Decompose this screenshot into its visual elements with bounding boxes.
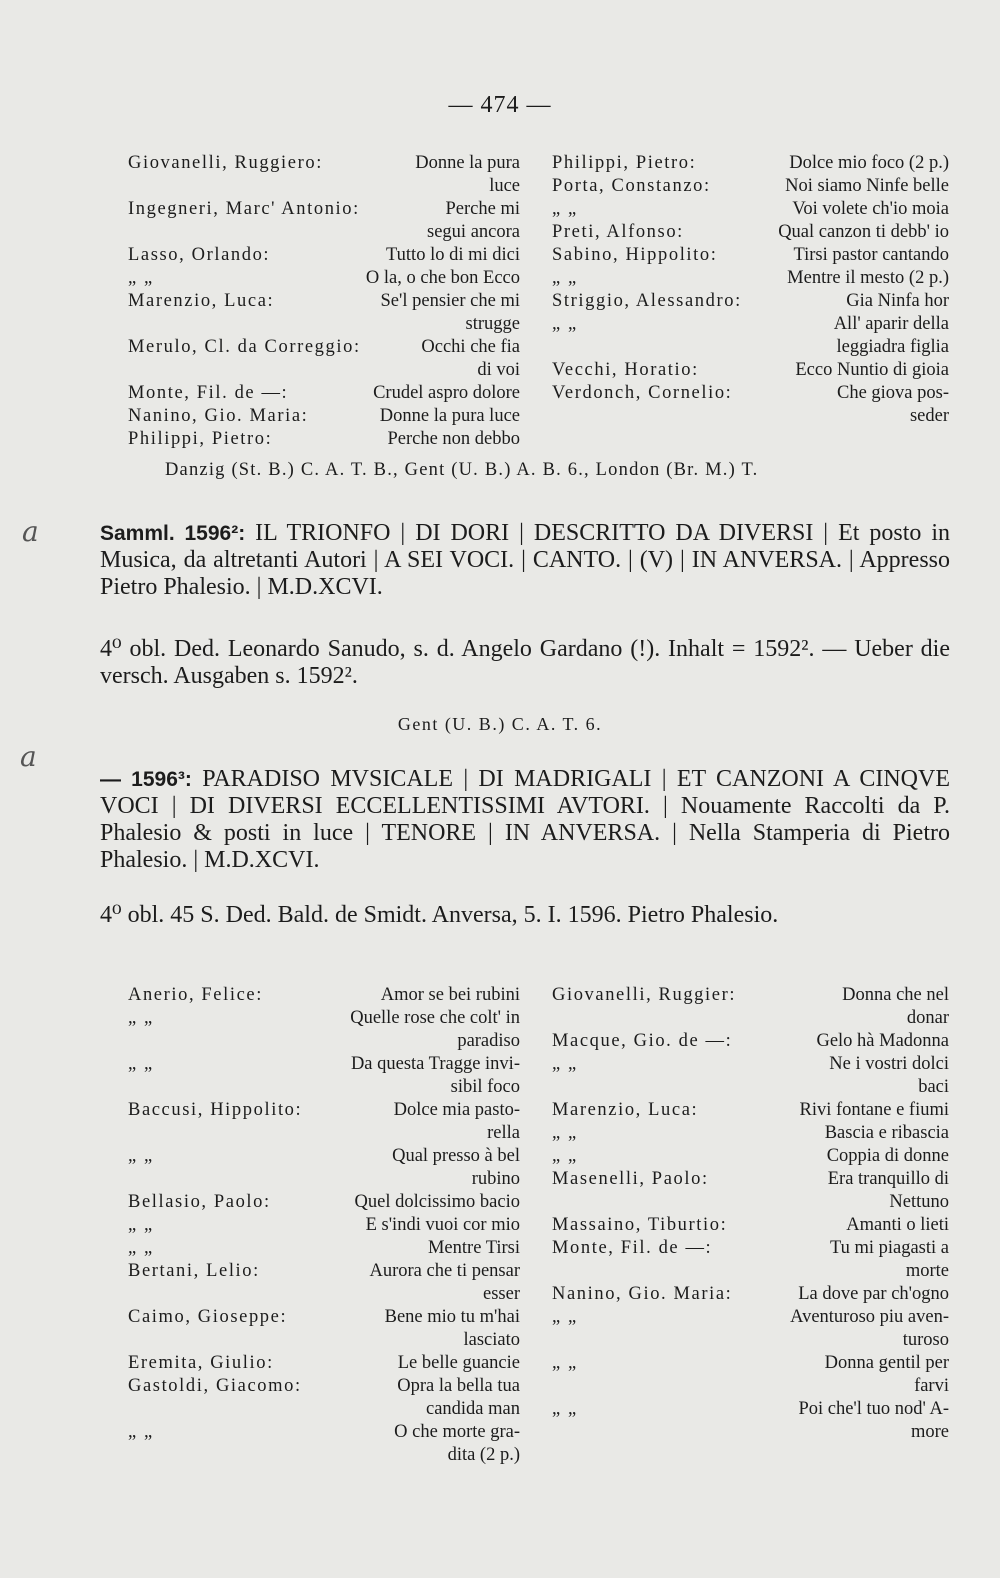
contents-entry xyxy=(552,1306,949,1329)
contents-entry xyxy=(552,244,949,267)
piece-title-continuation: lasciato xyxy=(463,1330,520,1350)
composer-name: Giovanelli, Ruggier: xyxy=(552,985,737,1005)
piece-title: Donne la pura luce xyxy=(379,406,520,426)
piece-title: Quel dolcissimo bacio xyxy=(354,1192,520,1212)
piece-title: Le belle guancie xyxy=(397,1353,520,1373)
page-number: — 474 — xyxy=(448,92,552,118)
composer-name: Merulo, Cl. da Correggio: xyxy=(128,337,361,357)
piece-title: Voi volete ch'io moia xyxy=(792,199,949,219)
contents-entry xyxy=(128,1375,520,1398)
composer-name: „ „ xyxy=(552,314,578,334)
composer-name: Porta, Constanzo: xyxy=(552,176,711,196)
piece-title-continuation: baci xyxy=(918,1077,949,1097)
composer-name: Giovanelli, Ruggiero: xyxy=(128,153,323,173)
piece-title-continuation: rella xyxy=(487,1123,520,1143)
piece-title: Rivi fontane e fiumi xyxy=(799,1100,949,1120)
composer-name: Nanino, Gio. Maria: xyxy=(552,1284,733,1304)
piece-title: Dolce mio foco (2 p.) xyxy=(789,153,949,173)
piece-title-continuation: di voi xyxy=(477,360,520,380)
piece-title: Ne i vostri dolci xyxy=(829,1054,949,1074)
contents-entry xyxy=(552,1398,949,1421)
composer-name: Gastoldi, Giacomo: xyxy=(128,1376,302,1396)
piece-title: Donna gentil per xyxy=(824,1353,949,1373)
piece-title: Noi siamo Ninfe belle xyxy=(785,176,949,196)
contents-entry xyxy=(552,152,949,175)
piece-title-continuation: seder xyxy=(909,406,949,426)
contents-entry xyxy=(552,1352,949,1375)
composer-name: Lasso, Orlando: xyxy=(128,245,271,265)
contents-entry xyxy=(552,1214,949,1237)
composer-name: „ „ xyxy=(128,268,154,288)
contents-entry xyxy=(552,1168,949,1191)
composer-name: Massaino, Tiburtio: xyxy=(552,1215,728,1235)
composer-name: „ „ xyxy=(552,1146,578,1166)
piece-title: Dolce mia pasto- xyxy=(393,1100,520,1120)
contents-entry xyxy=(552,984,949,1007)
piece-title: Donne la pura xyxy=(415,153,520,173)
contents-entry xyxy=(128,1053,520,1076)
piece-title-continuation: turoso xyxy=(902,1330,949,1350)
piece-title: Aventuroso piu aven- xyxy=(790,1307,949,1327)
composer-name: „ „ xyxy=(552,1054,578,1074)
piece-title: Tirsi pastor cantando xyxy=(793,245,949,265)
piece-title: O che morte gra- xyxy=(394,1422,520,1442)
piece-title: Poi che'l tuo nod' A- xyxy=(798,1399,949,1419)
contents-entry xyxy=(552,1030,949,1053)
contents-entry xyxy=(128,1352,520,1375)
contents-entry xyxy=(552,1099,949,1122)
composer-name: „ „ xyxy=(128,1215,154,1235)
composer-name: „ „ xyxy=(552,1123,578,1143)
composer-name: „ „ xyxy=(552,1307,578,1327)
contents-entry xyxy=(552,198,949,221)
contents-entry xyxy=(552,313,949,336)
contents-entry xyxy=(552,267,949,290)
piece-title: Da questa Tragge invi- xyxy=(350,1054,520,1074)
composer-name: „ „ xyxy=(552,268,578,288)
piece-title-continuation: dita (2 p.) xyxy=(447,1445,520,1465)
collection-siglum: — 1596³: xyxy=(100,768,192,791)
contents-entry xyxy=(552,1053,949,1076)
piece-title-continuation: donar xyxy=(906,1008,949,1028)
piece-title: Qual canzon ti debb' io xyxy=(778,222,949,242)
contents-list-left-1 xyxy=(128,152,520,451)
piece-title: Se'l pensier che mi xyxy=(380,291,520,311)
composer-name: Monte, Fil. de —: xyxy=(128,383,289,403)
piece-title: Occhi che fia xyxy=(421,337,520,357)
contents-entry xyxy=(128,1237,520,1260)
contents-entry xyxy=(552,1283,949,1306)
piece-title: E s'indi vuoi cor mio xyxy=(365,1215,520,1235)
composer-name: „ „ xyxy=(552,199,578,219)
composer-name: „ „ xyxy=(552,1353,578,1373)
composer-name: Philippi, Pietro: xyxy=(128,429,273,449)
piece-title: Gelo hà Madonna xyxy=(816,1031,949,1051)
composer-name: Eremita, Giulio: xyxy=(128,1353,274,1373)
library-holdings: Danzig (St. B.) C. A. T. B., Gent (U. B.) A. B. 6., London (Br. M.) T. xyxy=(165,460,759,480)
piece-title: Donna che nel xyxy=(842,985,949,1005)
composer-name: Vecchi, Horatio: xyxy=(552,360,699,380)
contents-entry xyxy=(128,336,520,359)
piece-title-continuation: strugge xyxy=(465,314,520,334)
piece-title: Amanti o lieti xyxy=(846,1215,949,1235)
composer-name: Verdonch, Cornelio: xyxy=(552,383,733,403)
contents-entry xyxy=(128,1421,520,1444)
piece-title: Perche mi xyxy=(445,199,520,219)
piece-title-continuation: morte xyxy=(905,1261,949,1281)
contents-entry xyxy=(552,221,949,244)
composer-name: „ „ xyxy=(128,1422,154,1442)
contents-entry xyxy=(552,1237,949,1260)
piece-title: La dove par ch'ogno xyxy=(798,1284,949,1304)
piece-title: Amor se bei rubini xyxy=(380,985,520,1005)
composer-name: „ „ xyxy=(128,1054,154,1074)
composer-name: Marenzio, Luca: xyxy=(128,291,275,311)
piece-title-continuation: leggiadra figlia xyxy=(836,337,949,357)
piece-title: Aurora che ti pensar xyxy=(369,1261,520,1281)
composer-name: Anerio, Felice: xyxy=(128,985,263,1005)
contents-entry xyxy=(552,175,949,198)
contents-entry xyxy=(128,1191,520,1214)
contents-list-right-2 xyxy=(552,984,949,1444)
piece-title: Gia Ninfa hor xyxy=(846,291,949,311)
composer-name: Marenzio, Luca: xyxy=(552,1100,699,1120)
piece-title: Ecco Nuntio di gioia xyxy=(795,360,949,380)
contents-entry xyxy=(128,1007,520,1030)
piece-title: Mentre il mesto (2 p.) xyxy=(787,268,949,288)
contents-entry xyxy=(128,984,520,1007)
contents-entry xyxy=(552,1145,949,1168)
piece-title-continuation: Nettuno xyxy=(889,1192,949,1212)
library-holdings: Gent (U. B.) C. A. T. 6. xyxy=(397,714,603,734)
piece-title: Era tranquillo di xyxy=(827,1169,949,1189)
piece-title: Mentre Tirsi xyxy=(427,1238,520,1258)
piece-title-continuation: luce xyxy=(489,176,520,196)
contents-list-right-1 xyxy=(552,152,949,428)
composer-name: „ „ xyxy=(128,1008,154,1028)
collection-entry-title xyxy=(100,520,950,601)
composer-name: Philippi, Pietro: xyxy=(552,153,697,173)
composer-name: Baccusi, Hippolito: xyxy=(128,1100,303,1120)
composer-name: Bertani, Lelio: xyxy=(128,1261,260,1281)
contents-entry xyxy=(128,1260,520,1283)
piece-title-continuation: farvi xyxy=(914,1376,949,1396)
piece-title-continuation: candida man xyxy=(426,1399,520,1419)
contents-entry xyxy=(552,382,949,405)
margin-pencil-mark: a xyxy=(20,740,37,773)
composer-name: Preti, Alfonso: xyxy=(552,222,684,242)
contents-entry xyxy=(128,405,520,428)
contents-entry xyxy=(128,198,520,221)
contents-entry xyxy=(552,290,949,313)
contents-entry xyxy=(128,267,520,290)
contents-entry xyxy=(552,359,949,382)
contents-entry xyxy=(128,1145,520,1168)
piece-title: Qual presso à bel xyxy=(392,1146,520,1166)
piece-title: Bene mio tu m'hai xyxy=(384,1307,520,1327)
contents-entry xyxy=(128,382,520,405)
collection-entry-title xyxy=(100,766,950,874)
piece-title-continuation: more xyxy=(910,1422,949,1442)
contents-entry xyxy=(128,1306,520,1329)
contents-entry xyxy=(128,290,520,313)
piece-title-continuation: sibil foco xyxy=(450,1077,520,1097)
composer-name: „ „ xyxy=(128,1146,154,1166)
composer-name: Sabino, Hippolito: xyxy=(552,245,718,265)
composer-name: Macque, Gio. de —: xyxy=(552,1031,733,1051)
piece-title-continuation: paradiso xyxy=(457,1031,520,1051)
piece-title: Che giova pos- xyxy=(836,383,949,403)
composer-name: Nanino, Gio. Maria: xyxy=(128,406,309,426)
piece-title: Quelle rose che colt' in xyxy=(350,1008,520,1028)
collection-title: IL TRIONFO | DI DORI | DESCRITTO DA DIVERSI | Et posto in Musica, da altretanti Autori | A SEI VOCI. | CANTO. | (V) | IN ANVERSA. | Appresso Pietro Phalesio. | M.D.XCVI. xyxy=(100,520,950,600)
piece-title: Opra la bella tua xyxy=(397,1376,520,1396)
margin-pencil-mark: a xyxy=(22,515,39,548)
piece-title-continuation: esser xyxy=(483,1284,520,1304)
composer-name: Ingegneri, Marc' Antonio: xyxy=(128,199,360,219)
piece-title-continuation: segui ancora xyxy=(427,222,520,242)
contents-list-left-2 xyxy=(128,984,520,1467)
piece-title: Perche non debbo xyxy=(387,429,520,449)
contents-entry xyxy=(128,1214,520,1237)
contents-entry xyxy=(128,152,520,175)
composer-name: „ „ xyxy=(552,1399,578,1419)
composer-name: Caimo, Gioseppe: xyxy=(128,1307,288,1327)
piece-title: O la, o che bon Ecco xyxy=(365,268,520,288)
piece-title-continuation: rubino xyxy=(471,1169,520,1189)
composer-name: Striggio, Alessandro: xyxy=(552,291,742,311)
composer-name: Bellasio, Paolo: xyxy=(128,1192,271,1212)
contents-entry xyxy=(552,1122,949,1145)
piece-title: Tutto lo di mi dici xyxy=(386,245,520,265)
collection-title: PARADISO MVSICALE | DI MADRIGALI | ET CANZONI A CINQVE VOCI | DI DIVERSI ECCELLENTISSIMI AVTORI. | Nouamente Raccolti da P. Phalesio & posti in luce | TENORE | IN ANVERSA. | Nella Stamperia di Pietro Phalesio. | M.D.XCVI. xyxy=(100,766,950,873)
piece-title: Tu mi piagasti a xyxy=(829,1238,949,1258)
contents-entry xyxy=(128,244,520,267)
piece-title: Coppia di donne xyxy=(826,1146,949,1166)
collection-siglum: Samml. 1596²: xyxy=(100,522,246,545)
contents-entry xyxy=(128,428,520,451)
collection-details: 4⁰ obl. 45 S. Ded. Bald. de Smidt. Anversa, 5. I. 1596. Pietro Phalesio. xyxy=(100,902,779,928)
collection-details: 4⁰ obl. Ded. Leonardo Sanudo, s. d. Angelo Gardano (!). Inhalt = 1592². — Ueber die versch. Ausgaben s. 1592². xyxy=(100,636,950,689)
piece-title: All' aparir della xyxy=(833,314,949,334)
contents-entry xyxy=(128,1099,520,1122)
piece-title: Crudel aspro dolore xyxy=(373,383,520,403)
composer-name: „ „ xyxy=(128,1238,154,1258)
composer-name: Monte, Fil. de —: xyxy=(552,1238,713,1258)
composer-name: Masenelli, Paolo: xyxy=(552,1169,709,1189)
piece-title: Bascia e ribascia xyxy=(824,1123,949,1143)
